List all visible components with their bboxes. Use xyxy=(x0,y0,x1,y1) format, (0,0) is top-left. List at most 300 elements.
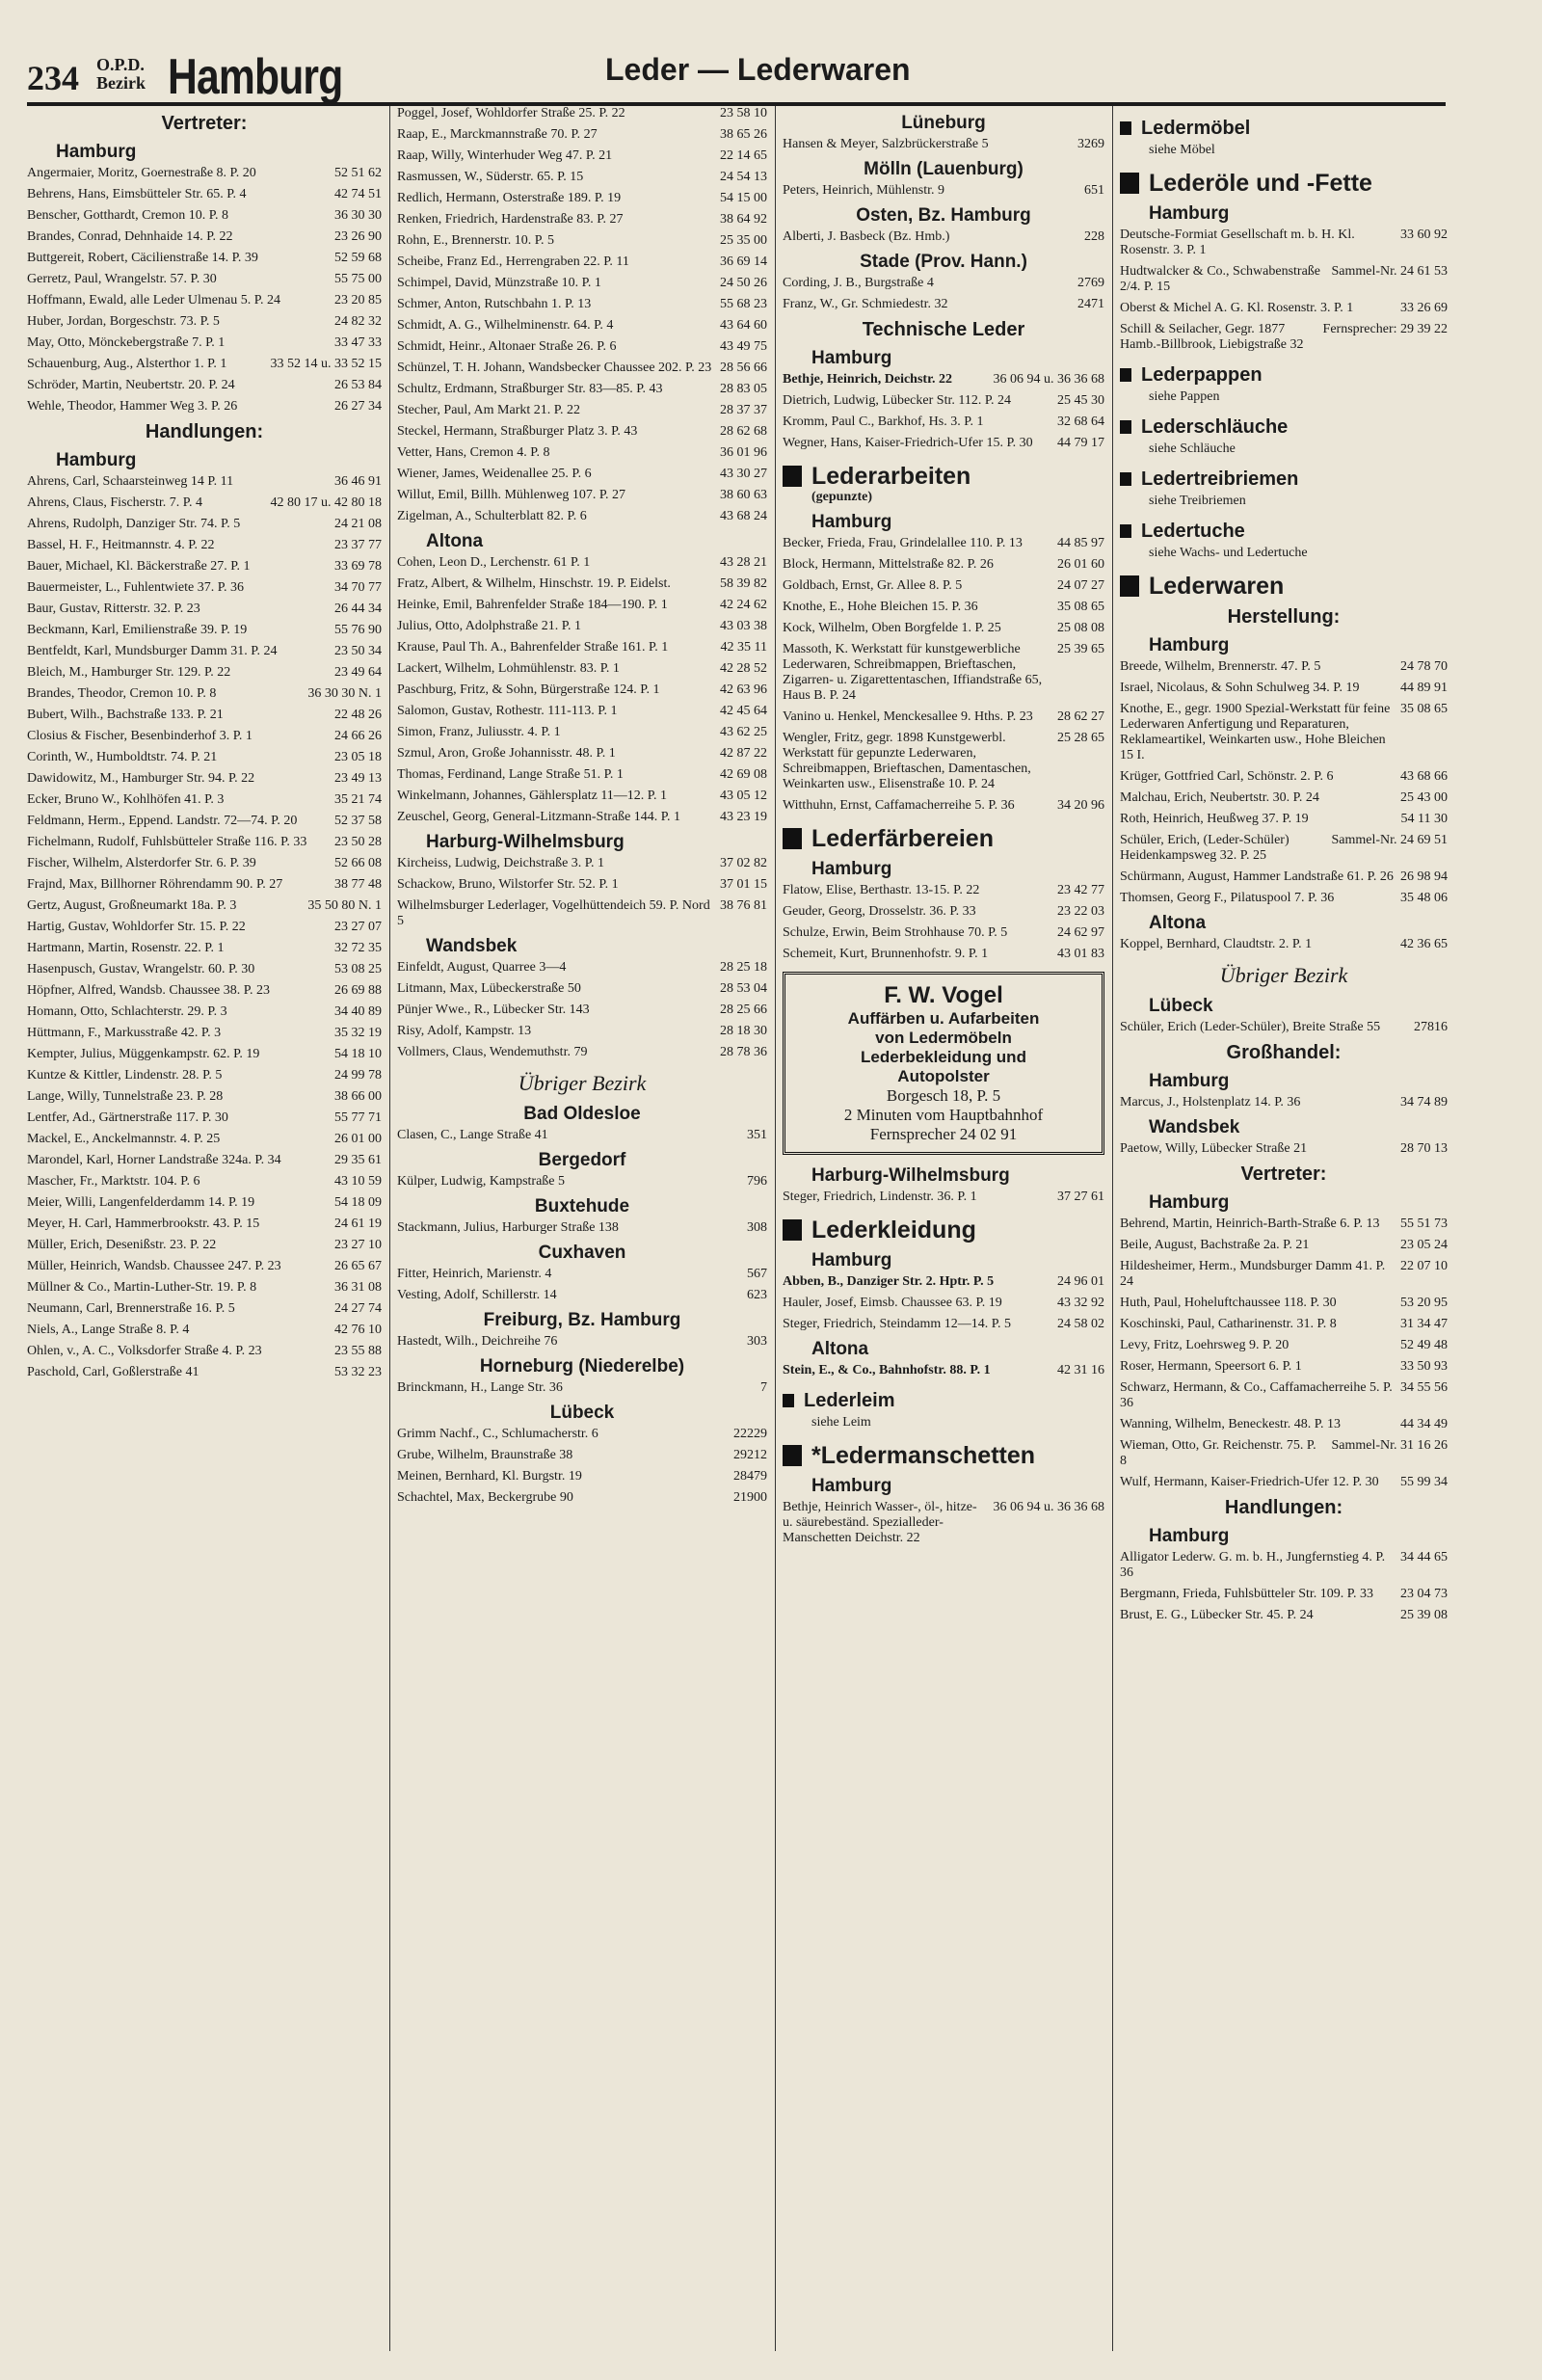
entry-phone: 42 28 52 xyxy=(720,661,767,676)
entry-phone: 43 23 19 xyxy=(720,810,767,824)
entry-text: Abben, B., Danziger Str. 2. Hptr. P. 5 xyxy=(783,1274,995,1289)
entry-text: Szmul, Aron, Große Johannisstr. 48. P. 1 xyxy=(397,746,616,761)
directory-entry xyxy=(397,682,767,698)
entry-phone: 43 64 60 xyxy=(720,318,767,333)
entry-phone: 38 60 63 xyxy=(720,488,767,502)
directory-entry xyxy=(27,750,382,765)
entry-phone: 35 08 65 xyxy=(1400,702,1448,716)
directory-entry xyxy=(27,166,382,181)
entry-phone: 25 39 08 xyxy=(1400,1608,1448,1622)
entry-text: Wehle, Theodor, Hammer Weg 3. P. 26 xyxy=(27,399,238,414)
directory-entry xyxy=(1120,1438,1448,1469)
town-heading: Mölln (Lauenburg) xyxy=(864,159,1024,179)
entry-text: Kempter, Julius, Müggenkampstr. 62. P. 19 xyxy=(27,1047,260,1061)
directory-entry xyxy=(397,1334,767,1350)
directory-entry xyxy=(397,661,767,677)
entry-phone: 43 05 12 xyxy=(720,789,767,803)
directory-entry xyxy=(27,399,382,414)
entry-text: Breede, Wilhelm, Brennerstr. 47. P. 5 xyxy=(1120,659,1321,674)
entry-list xyxy=(1120,937,1448,952)
directory-entry xyxy=(783,229,1104,245)
entry-phone: 22 07 10 xyxy=(1400,1259,1448,1273)
directory-entry xyxy=(397,233,767,249)
directory-entry xyxy=(1120,1417,1448,1432)
directory-entry xyxy=(1120,1550,1448,1581)
directory-entry xyxy=(27,708,382,723)
entry-phone: 32 68 64 xyxy=(1057,414,1104,429)
entry-phone: 35 48 06 xyxy=(1400,891,1448,905)
entry-phone: 52 66 08 xyxy=(334,856,382,870)
entry-text: Zeuschel, Georg, General-Litzmann-Straße 144. P. 1 xyxy=(397,810,681,824)
entry-phone: 43 01 83 xyxy=(1057,947,1104,961)
directory-entry xyxy=(1120,1238,1448,1253)
city-heading: Harburg-Wilhelmsburg xyxy=(811,1165,1010,1186)
entry-phone: 42 76 10 xyxy=(334,1323,382,1337)
entry-phone: 34 70 77 xyxy=(334,580,382,595)
entry-phone: 52 59 68 xyxy=(334,251,382,265)
entry-phone: 28 78 36 xyxy=(720,1045,767,1059)
entry-phone: 2471 xyxy=(1077,297,1104,311)
entry-text: Deutsche-Formiat Gesellschaft m. b. H. Kl. Rosenstr. 3. P. 1 xyxy=(1120,227,1355,257)
entry-list xyxy=(397,856,767,929)
entry-text: Steger, Friedrich, Lindenstr. 36. P. 1 xyxy=(783,1190,977,1204)
entry-text: Rasmussen, W., Süderstr. 65. P. 15 xyxy=(397,170,584,184)
entry-text: Beile, August, Bachstraße 2a. P. 21 xyxy=(1120,1238,1310,1252)
directory-entry xyxy=(397,1128,767,1143)
entry-text: Fitter, Heinrich, Marienstr. 4 xyxy=(397,1267,552,1281)
directory-entry xyxy=(397,1174,767,1190)
entry-text: Schröder, Martin, Neubertstr. 20. P. 24 xyxy=(27,378,235,392)
section-marker-icon xyxy=(1120,524,1131,538)
entry-phone: 2769 xyxy=(1077,276,1104,290)
entry-phone: 25 45 30 xyxy=(1057,393,1104,408)
town-heading: Horneburg (Niederelbe) xyxy=(479,1356,685,1377)
entry-list xyxy=(783,137,1104,152)
entry-phone: 24 78 70 xyxy=(1400,659,1448,674)
section-lederoele: Lederöle und -Fette xyxy=(1120,170,1448,197)
entry-text: Wanning, Wilhelm, Beneckestr. 48. P. 13 xyxy=(1120,1417,1342,1431)
town-heading: Buxtehude xyxy=(534,1196,630,1217)
entry-phone: 24 82 32 xyxy=(334,314,382,329)
entry-text: Stecher, Paul, Am Markt 21. P. 22 xyxy=(397,403,580,417)
directory-entry xyxy=(27,920,382,935)
entry-phone: 26 27 34 xyxy=(334,399,382,414)
entry-phone: 23 22 03 xyxy=(1057,904,1104,919)
section-heading: Handlungen: xyxy=(1224,1497,1343,1518)
entry-text: Steckel, Hermann, Straßburger Platz 3. P. 43 xyxy=(397,424,638,439)
entry-text: Franz, W., Gr. Schmiedestr. 32 xyxy=(783,297,948,311)
entry-text: Vollmers, Claus, Wendemuthstr. 79 xyxy=(397,1045,588,1059)
column-2 xyxy=(397,106,767,2363)
entry-text: Schüler, Erich, (Leder-Schüler) Heidenkampsweg 32. P. 25 xyxy=(1120,833,1289,863)
entry-text: Hildesheimer, Herm., Mundsburger Damm 41. P. 24 xyxy=(1120,1259,1386,1289)
entry-text: Block, Hermann, Mittelstraße 82. P. 26 xyxy=(783,557,994,572)
directory-entry xyxy=(1120,790,1448,806)
entry-phone: 55 99 34 xyxy=(1400,1475,1448,1489)
directory-entry xyxy=(27,559,382,575)
entry-phone: 303 xyxy=(747,1334,767,1349)
entry-phone: 54 18 09 xyxy=(334,1195,382,1210)
entry-text: Brust, E. G., Lübecker Str. 45. P. 24 xyxy=(1120,1608,1314,1622)
directory-entry xyxy=(1120,227,1448,258)
entry-phone: 24 96 01 xyxy=(1057,1274,1104,1289)
entry-text: Alberti, J. Basbeck (Bz. Hmb.) xyxy=(783,229,950,244)
city-heading: Hamburg xyxy=(1149,635,1230,655)
entry-text: Litmann, Max, Lübeckerstraße 50 xyxy=(397,981,581,996)
entry-text: Ahrens, Claus, Fischerstr. 7. P. 4 xyxy=(27,495,202,510)
directory-entry xyxy=(783,372,1104,388)
city-heading: Altona xyxy=(426,531,484,551)
entry-text: Cording, J. B., Burgstraße 4 xyxy=(783,276,934,290)
entry-phone: 43 49 75 xyxy=(720,339,767,354)
entry-text: Wieman, Otto, Gr. Reichenstr. 75. P. 8 xyxy=(1120,1438,1316,1468)
entry-text: Gertz, August, Großneumarkt 18a. P. 3 xyxy=(27,898,237,913)
section-ledertreibriemen: Ledertreibriemen xyxy=(1120,468,1448,490)
directory-entry xyxy=(397,1003,767,1018)
entry-text: Wulf, Hermann, Kaiser-Friedrich-Ufer 12. P. 30 xyxy=(1120,1475,1379,1489)
section-marker-icon xyxy=(783,1219,802,1241)
cross-reference: siehe Treibriemen xyxy=(1149,494,1246,508)
entry-text: Grube, Wilhelm, Braunstraße 38 xyxy=(397,1448,573,1462)
entry-text: Lentfer, Ad., Gärtnerstraße 117. P. 30 xyxy=(27,1110,228,1125)
entry-phone: 25 35 00 xyxy=(720,233,767,248)
directory-entry xyxy=(397,877,767,893)
entry-phone: 651 xyxy=(1084,183,1104,198)
entry-text: Schmer, Anton, Rutschbahn 1. P. 13 xyxy=(397,297,592,311)
section-marker-icon xyxy=(1120,121,1131,135)
entry-phone: 796 xyxy=(747,1174,767,1189)
directory-entry xyxy=(397,297,767,312)
entry-text: Heinke, Emil, Bahrenfelder Straße 184—190. P. 1 xyxy=(397,598,668,612)
directory-entry xyxy=(397,746,767,762)
directory-entry xyxy=(783,600,1104,615)
entry-phone: 26 44 34 xyxy=(334,602,382,616)
entry-text: Scheibe, Franz Ed., Herrengraben 22. P. 11 xyxy=(397,254,629,269)
entry-phone: 28 62 68 xyxy=(720,424,767,439)
entry-list xyxy=(1120,1550,1448,1623)
directory-entry xyxy=(1120,1587,1448,1602)
entry-text: Alligator Lederw. G. m. b. H., Jungfernstieg 4. P. 36 xyxy=(1120,1550,1386,1580)
entry-text: Marcus, J., Holstenplatz 14. P. 36 xyxy=(1120,1095,1301,1110)
entry-text: Meyer, H. Carl, Hammerbrookstr. 43. P. 15 xyxy=(27,1217,260,1231)
entry-text: Bleich, M., Hamburger Str. 129. P. 22 xyxy=(27,665,231,680)
directory-entry xyxy=(1120,301,1448,316)
city-heading: Hamburg xyxy=(56,142,137,162)
entry-phone: 44 89 91 xyxy=(1400,681,1448,695)
entry-text: Huber, Jordan, Borgeschstr. 73. P. 5 xyxy=(27,314,220,329)
entry-text: Koppel, Bernhard, Claudtstr. 2. P. 1 xyxy=(1120,937,1313,951)
entry-text: Israel, Nicolaus, & Sohn Schulweg 34. P. 19 xyxy=(1120,681,1360,695)
entry-text: Clasen, C., Lange Straße 41 xyxy=(397,1128,548,1142)
city-heading: Hamburg xyxy=(811,1476,892,1496)
directory-entry xyxy=(397,148,767,164)
city-heading: Hamburg xyxy=(1149,1071,1230,1091)
entry-text: Gerretz, Paul, Wrangelstr. 57. P. 30 xyxy=(27,272,217,286)
directory-entry xyxy=(397,212,767,227)
entry-text: Hudtwalcker & Co., Schwabenstraße 2/4. P. 15 xyxy=(1120,264,1320,294)
entry-phone: 34 40 89 xyxy=(334,1004,382,1019)
entry-text: Schill & Seilacher, Gegr. 1877 Hamb.-Billbrook, Liebigstraße 32 xyxy=(1120,322,1304,352)
entry-phone: 25 28 65 xyxy=(1057,731,1104,745)
entry-phone: 23 27 10 xyxy=(334,1238,382,1252)
directory-entry xyxy=(397,467,767,482)
entry-text: Raap, E., Marckmannstraße 70. P. 27 xyxy=(397,127,598,142)
directory-entry xyxy=(783,925,1104,941)
entry-list xyxy=(397,1220,767,1236)
directory-entry xyxy=(1120,891,1448,906)
entry-text: Brandes, Theodor, Cremon 10. P. 8 xyxy=(27,686,217,701)
entry-text: Kock, Wilhelm, Oben Borgfelde 1. P. 25 xyxy=(783,621,1001,635)
directory-entry xyxy=(783,709,1104,725)
entry-text: Closius & Fischer, Besenbinderhof 3. P. 1 xyxy=(27,729,253,743)
section-heading: Großhandel: xyxy=(1226,1042,1342,1063)
directory-entry xyxy=(1120,1095,1448,1110)
entry-phone: Fernsprecher: 29 39 22 xyxy=(1322,322,1448,336)
directory-entry xyxy=(783,276,1104,291)
entry-text: Peters, Heinrich, Mühlenstr. 9 xyxy=(783,183,944,198)
directory-entry xyxy=(397,106,767,121)
entry-phone: 25 39 65 xyxy=(1057,642,1104,656)
entry-phone: 43 03 38 xyxy=(720,619,767,633)
entry-text: Behrend, Martin, Heinrich-Barth-Straße 6. P. 13 xyxy=(1120,1217,1380,1231)
entry-phone: 36 06 94 u. 36 36 68 xyxy=(993,372,1104,387)
entry-text: Behrens, Hans, Eimsbütteler Str. 65. P. 4 xyxy=(27,187,247,201)
directory-entry xyxy=(397,509,767,524)
entry-text: Kuntze & Kittler, Lindenstr. 28. P. 5 xyxy=(27,1068,223,1083)
directory-entry xyxy=(1120,1141,1448,1157)
section-heading-technische-leder: Technische Leder xyxy=(862,319,1025,340)
entry-text: Frajnd, Max, Billhorner Röhrendamm 90. P. 27 xyxy=(27,877,283,892)
cross-reference: siehe Pappen xyxy=(1149,389,1220,404)
entry-phone: 43 10 59 xyxy=(334,1174,382,1189)
entry-phone: 35 21 74 xyxy=(334,792,382,807)
entry-text: Bethje, Heinrich, Deichstr. 22 xyxy=(783,372,953,387)
entry-text: Poggel, Josef, Wohldorfer Straße 25. P. 22 xyxy=(397,106,625,120)
entry-phone: 42 63 96 xyxy=(720,682,767,697)
entry-phone: Sammel-Nr. 24 69 51 xyxy=(1331,833,1448,847)
directory-entry xyxy=(783,883,1104,898)
town-heading: Stade (Prov. Hann.) xyxy=(860,252,1027,272)
entry-list xyxy=(783,1190,1104,1205)
section-marker-icon xyxy=(783,828,802,849)
entry-text: Bauer, Michael, Kl. Bäckerstraße 27. P. 1 xyxy=(27,559,251,574)
entry-phone: 42 87 22 xyxy=(720,746,767,761)
page-number: 234 xyxy=(27,59,79,97)
entry-list xyxy=(783,536,1104,814)
entry-text: Flatow, Elise, Berthastr. 13-15. P. 22 xyxy=(783,883,980,897)
directory-entry xyxy=(783,904,1104,920)
entry-text: Bentfeldt, Karl, Mundsburger Damm 31. P. 24 xyxy=(27,644,278,658)
entry-text: Baur, Gustav, Ritterstr. 32. P. 23 xyxy=(27,602,200,616)
entry-phone: 24 21 08 xyxy=(334,517,382,531)
entry-text: Kromm, Paul C., Barkhof, Hs. 3. P. 1 xyxy=(783,414,984,429)
directory-entry xyxy=(397,767,767,783)
entry-text: Hartmann, Martin, Rosenstr. 22. P. 1 xyxy=(27,941,225,955)
column-divider xyxy=(1112,106,1113,2351)
entry-phone: 28479 xyxy=(733,1469,767,1484)
entry-phone: 42 45 64 xyxy=(720,704,767,718)
section-ledermoebel: Ledermöbel xyxy=(1120,118,1448,139)
entry-text: Steger, Friedrich, Steindamm 12—14. P. 5 xyxy=(783,1317,1012,1331)
directory-entry xyxy=(1120,1217,1448,1232)
directory-entry xyxy=(27,686,382,702)
directory-entry xyxy=(1120,659,1448,675)
entry-text: Hastedt, Wilh., Deichreihe 76 xyxy=(397,1334,558,1349)
entry-text: Krause, Paul Th. A., Bahrenfelder Straße 161. P. 1 xyxy=(397,640,669,655)
directory-entry xyxy=(27,729,382,744)
directory-entry xyxy=(783,731,1104,792)
entry-text: Roser, Hermann, Speersort 6. P. 1 xyxy=(1120,1359,1302,1374)
entry-phone: Sammel-Nr. 24 61 53 xyxy=(1331,264,1448,279)
entry-phone: 42 69 08 xyxy=(720,767,767,782)
entry-phone: 32 72 35 xyxy=(334,941,382,955)
city-heading: Hamburg xyxy=(56,450,137,470)
entry-text: Schüler, Erich (Leder-Schüler), Breite Straße 55 xyxy=(1120,1020,1381,1034)
directory-entry xyxy=(783,1274,1104,1290)
entry-phone: 25 43 00 xyxy=(1400,790,1448,805)
directory-entry xyxy=(27,792,382,808)
header-city: Hamburg xyxy=(168,49,343,105)
town-heading: Freiburg, Bz. Hamburg xyxy=(483,1310,681,1330)
entry-text: Massoth, K. Werkstatt für kunstgewerbliche Lederwaren, Schreibmappen, Brieftaschen, Zigarren- u. Zigarettentaschen, Iffiandstraße 65, Haus B. P. 24 xyxy=(783,642,1043,703)
directory-entry xyxy=(27,1195,382,1211)
directory-entry xyxy=(27,1068,382,1083)
entry-text: Hüttmann, F., Markusstraße 42. P. 3 xyxy=(27,1026,222,1040)
city-heading: Lübeck xyxy=(1149,996,1213,1016)
entry-phone: 22 48 26 xyxy=(334,708,382,722)
directory-entry xyxy=(397,1469,767,1484)
entry-phone: Sammel-Nr. 31 16 26 xyxy=(1331,1438,1448,1453)
entry-phone: 55 51 73 xyxy=(1400,1217,1448,1231)
directory-entry xyxy=(783,642,1104,704)
directory-entry xyxy=(27,378,382,393)
entry-list xyxy=(783,1274,1104,1332)
directory-entry xyxy=(397,424,767,440)
directory-entry xyxy=(397,1267,767,1282)
directory-entry xyxy=(783,137,1104,152)
entry-text: Vesting, Adolf, Schillerstr. 14 xyxy=(397,1288,557,1302)
entry-text: Grimm Nachf., C., Schlumacherstr. 6 xyxy=(397,1427,598,1441)
entry-text: May, Otto, Mönckebergstraße 7. P. 1 xyxy=(27,335,226,350)
directory-entry xyxy=(27,898,382,914)
entry-text: Feldmann, Herm., Eppend. Landstr. 72—74. P. 20 xyxy=(27,814,298,828)
entry-text: Stackmann, Julius, Harburger Straße 138 xyxy=(397,1220,619,1235)
entry-phone: 35 32 19 xyxy=(334,1026,382,1040)
entry-text: Homann, Otto, Schlachterstr. 29. P. 3 xyxy=(27,1004,227,1019)
directory-entry xyxy=(783,297,1104,312)
entry-phone: 23 05 18 xyxy=(334,750,382,764)
entry-phone: 28 18 30 xyxy=(720,1024,767,1038)
directory-entry xyxy=(1120,1338,1448,1353)
entry-text: Lange, Willy, Tunnelstraße 23. P. 28 xyxy=(27,1089,224,1104)
entry-phone: 26 98 94 xyxy=(1400,869,1448,884)
town-heading: Lüneburg xyxy=(901,113,986,133)
entry-text: Becker, Frieda, Frau, Grindelallee 110. P. 13 xyxy=(783,536,1023,550)
entry-text: Geuder, Georg, Drosselstr. 36. P. 33 xyxy=(783,904,976,919)
section-lederarbeiten: Lederarbeiten (gepunzte) xyxy=(783,463,1104,505)
entry-text: Schünzel, T. H. Johann, Wandsbecker Chaussee 202. P. 23 xyxy=(397,361,712,375)
directory-entry xyxy=(783,1296,1104,1311)
entry-list xyxy=(783,1363,1104,1378)
entry-text: Buttgereit, Robert, Cäcilienstraße 14. P. 39 xyxy=(27,251,258,265)
entry-phone: 43 68 24 xyxy=(720,509,767,523)
entry-phone: 43 28 21 xyxy=(720,555,767,570)
entry-text: Winkelmann, Johannes, Gählersplatz 11—12. P. 1 xyxy=(397,789,668,803)
entry-text: Witthuhn, Ernst, Caffamacherreihe 5. P. 36 xyxy=(783,798,1015,813)
directory-entry xyxy=(783,798,1104,814)
directory-entry xyxy=(27,877,382,893)
entry-text: Paetow, Willy, Lübecker Straße 21 xyxy=(1120,1141,1308,1156)
entry-list xyxy=(1120,659,1448,906)
directory-entry xyxy=(397,127,767,143)
entry-text: Corinth, W., Humboldtstr. 74. P. 21 xyxy=(27,750,218,764)
entry-phone: 23 37 77 xyxy=(334,538,382,552)
entry-text: Benscher, Gotthardt, Cremon 10. P. 8 xyxy=(27,208,229,223)
entry-text: Neumann, Carl, Brennerstraße 16. P. 5 xyxy=(27,1301,235,1316)
entry-phone: 351 xyxy=(747,1128,767,1142)
directory-entry xyxy=(27,644,382,659)
entry-phone: 33 60 92 xyxy=(1400,227,1448,242)
city-heading: Altona xyxy=(811,1339,869,1359)
directory-entry xyxy=(397,382,767,397)
entry-text: Wegner, Hans, Kaiser-Friedrich-Ufer 15. P. 30 xyxy=(783,436,1033,450)
entry-phone: 24 50 26 xyxy=(720,276,767,290)
directory-entry xyxy=(27,251,382,266)
directory-entry xyxy=(1120,681,1448,696)
entry-phone: 52 49 48 xyxy=(1400,1338,1448,1352)
entry-text: Hansen & Meyer, Salzbrückerstraße 5 xyxy=(783,137,989,151)
page-title: Leder — Lederwaren xyxy=(605,52,911,87)
directory-entry xyxy=(27,1026,382,1041)
entry-text: Raap, Willy, Winterhuder Weg 47. P. 21 xyxy=(397,148,613,163)
directory-entry xyxy=(27,495,382,511)
entry-list xyxy=(397,960,767,1060)
directory-entry xyxy=(1120,1317,1448,1332)
entry-text: Bethje, Heinrich Wasser-, öl-, hitze- u. säurebeständ. Spezialleder-Manschetten Deichstr. 22 xyxy=(783,1500,977,1545)
entry-phone: 28 37 37 xyxy=(720,403,767,417)
entry-text: Mackel, E., Anckelmannstr. 4. P. 25 xyxy=(27,1132,221,1146)
directory-entry xyxy=(397,960,767,976)
entry-phone: 42 31 16 xyxy=(1057,1363,1104,1377)
entry-text: Pünjer Wwe., R., Lübecker Str. 143 xyxy=(397,1003,590,1017)
entry-phone: 55 76 90 xyxy=(334,623,382,637)
entry-phone: 42 35 11 xyxy=(720,640,767,655)
entry-phone: 22 14 65 xyxy=(720,148,767,163)
city-heading: Hamburg xyxy=(1149,1526,1230,1546)
directory-entry xyxy=(27,580,382,596)
directory-entry xyxy=(1120,1359,1448,1375)
directory-entry xyxy=(783,436,1104,451)
directory-entry xyxy=(27,623,382,638)
directory-entry xyxy=(397,254,767,270)
entry-text: Ecker, Bruno W., Kohlhöfen 41. P. 3 xyxy=(27,792,225,807)
entry-text: Levy, Fritz, Loehrsweg 9. P. 20 xyxy=(1120,1338,1289,1352)
directory-entry xyxy=(1120,1296,1448,1311)
region-heading: Übriger Bezirk xyxy=(1219,963,1348,987)
entry-phone: 3269 xyxy=(1077,137,1104,151)
entry-text: Paschold, Carl, Goßlerstraße 41 xyxy=(27,1365,199,1379)
entry-phone: 43 32 92 xyxy=(1057,1296,1104,1310)
entry-phone: 29 35 61 xyxy=(334,1153,382,1167)
entry-text: Oberst & Michel A. G. Kl. Rosenstr. 3. P. 1 xyxy=(1120,301,1354,315)
entry-text: Schackow, Bruno, Wilstorfer Str. 52. P. 1 xyxy=(397,877,619,892)
entry-text: Einfeldt, August, Quarree 3—4 xyxy=(397,960,567,975)
section-marker-icon xyxy=(1120,575,1139,597)
entry-list xyxy=(397,1267,767,1303)
entry-list xyxy=(397,1128,767,1143)
directory-entry xyxy=(397,318,767,334)
directory-entry xyxy=(783,1363,1104,1378)
